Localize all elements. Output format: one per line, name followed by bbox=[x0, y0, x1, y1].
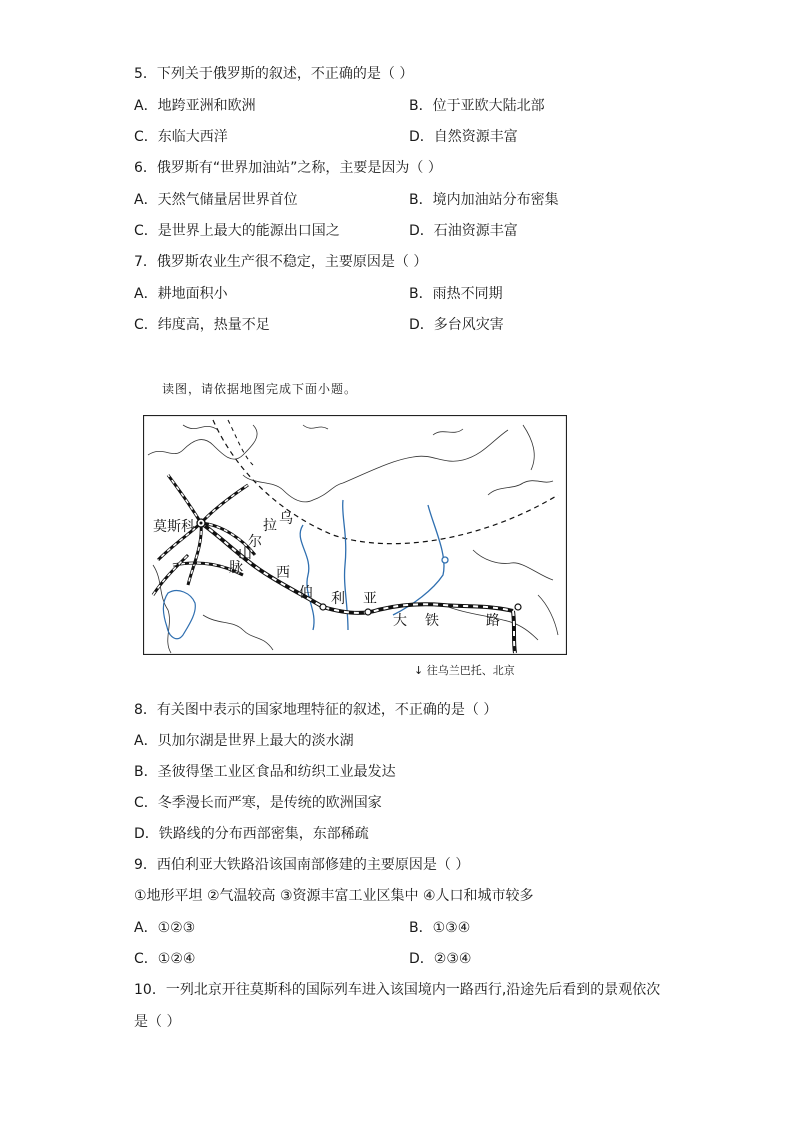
q5-option-a[interactable]: A．地跨亚洲和欧洲 bbox=[134, 98, 256, 114]
map-label-railway-2: 铁 bbox=[425, 613, 439, 629]
map-label-siberia-1: 西 bbox=[276, 565, 290, 581]
question-6-stem: 6．俄罗斯有“世界加油站”之称，主要是因为（ ） bbox=[134, 160, 442, 176]
q9-option-c[interactable]: C．①②④ bbox=[134, 951, 196, 967]
map-label-ural-1: 乌 bbox=[279, 511, 293, 527]
map-label-ural-4: 山 bbox=[238, 546, 252, 562]
q8-option-b[interactable]: B．圣彼得堡工业区食品和纺织工业最发达 bbox=[134, 764, 396, 780]
question-5-stem: 5．下列关于俄罗斯的叙述，不正确的是（ ） bbox=[134, 66, 414, 82]
q9-option-a[interactable]: A．①②③ bbox=[134, 920, 196, 936]
q6-option-c[interactable]: C．是世界上最大的能源出口国之 bbox=[134, 223, 340, 239]
down-arrow-icon: ↓ bbox=[414, 664, 424, 677]
map-label-ural-3: 尔 bbox=[248, 534, 262, 550]
q9-option-d[interactable]: D．②③④ bbox=[409, 951, 472, 967]
map-label-railway-3: 路 bbox=[486, 613, 500, 629]
outlet-text: 往乌兰巴托、北京 bbox=[426, 664, 515, 677]
question-10-stem-line1: 10．一列北京开往莫斯科的国际列车进入该国境内一路西行,沿途先后看到的景观依次 bbox=[134, 982, 661, 998]
q7-option-c[interactable]: C．纬度高，热量不足 bbox=[134, 317, 270, 333]
q8-option-c[interactable]: C．冬季漫长而严寒，是传统的欧洲国家 bbox=[134, 795, 382, 811]
map-label-moscow: 莫斯科 bbox=[153, 519, 195, 535]
map-label-siberia-4: 亚 bbox=[363, 591, 377, 607]
question-7-stem: 7．俄罗斯农业生产很不稳定，主要原因是（ ） bbox=[134, 254, 428, 270]
question-10-stem-line2: 是（ ） bbox=[134, 1014, 181, 1030]
map-label-siberia-2: 伯 bbox=[299, 585, 313, 601]
map-label-ural-5: 脉 bbox=[229, 560, 243, 576]
q7-option-b[interactable]: B．雨热不同期 bbox=[409, 286, 503, 302]
q6-option-b[interactable]: B．境内加油站分布密集 bbox=[409, 192, 559, 208]
q5-option-d[interactable]: D．自然资源丰富 bbox=[409, 129, 518, 145]
q6-option-a[interactable]: A．天然气储量居世界首位 bbox=[134, 192, 298, 208]
question-9-stem: 9．西伯利亚大铁路沿该国南部修建的主要原因是（ ） bbox=[134, 857, 470, 873]
q5-option-b[interactable]: B．位于亚欧大陆北部 bbox=[409, 98, 545, 114]
q8-option-d[interactable]: D．铁路线的分布西部密集，东部稀疏 bbox=[134, 826, 369, 842]
map-caption: 读图，请依据地图完成下面小题。 bbox=[162, 382, 358, 396]
q7-option-a[interactable]: A．耕地面积小 bbox=[134, 286, 228, 302]
map-label-railway-1: 大 bbox=[393, 613, 407, 629]
q6-option-d[interactable]: D．石油资源丰富 bbox=[409, 223, 518, 239]
q7-option-d[interactable]: D．多台风灾害 bbox=[409, 317, 504, 333]
question-9-substem: ①地形平坦 ②气温较高 ③资源丰富工业区集中 ④人口和城市较多 bbox=[134, 888, 534, 904]
q9-option-b[interactable]: B．①③④ bbox=[409, 920, 471, 936]
q8-option-a[interactable]: A．贝加尔湖是世界上最大的淡水湖 bbox=[134, 733, 354, 749]
map-frame bbox=[144, 416, 567, 655]
q5-option-c[interactable]: C．东临大西洋 bbox=[134, 129, 228, 145]
question-8-stem: 8．有关图中表示的国家地理特征的叙述，不正确的是（ ） bbox=[134, 702, 498, 718]
map-label-ural-2: 拉 bbox=[263, 518, 277, 534]
russia-railway-map bbox=[143, 415, 567, 655]
map-label-siberia-3: 利 bbox=[331, 591, 345, 607]
map-label-outlet bbox=[414, 662, 515, 678]
